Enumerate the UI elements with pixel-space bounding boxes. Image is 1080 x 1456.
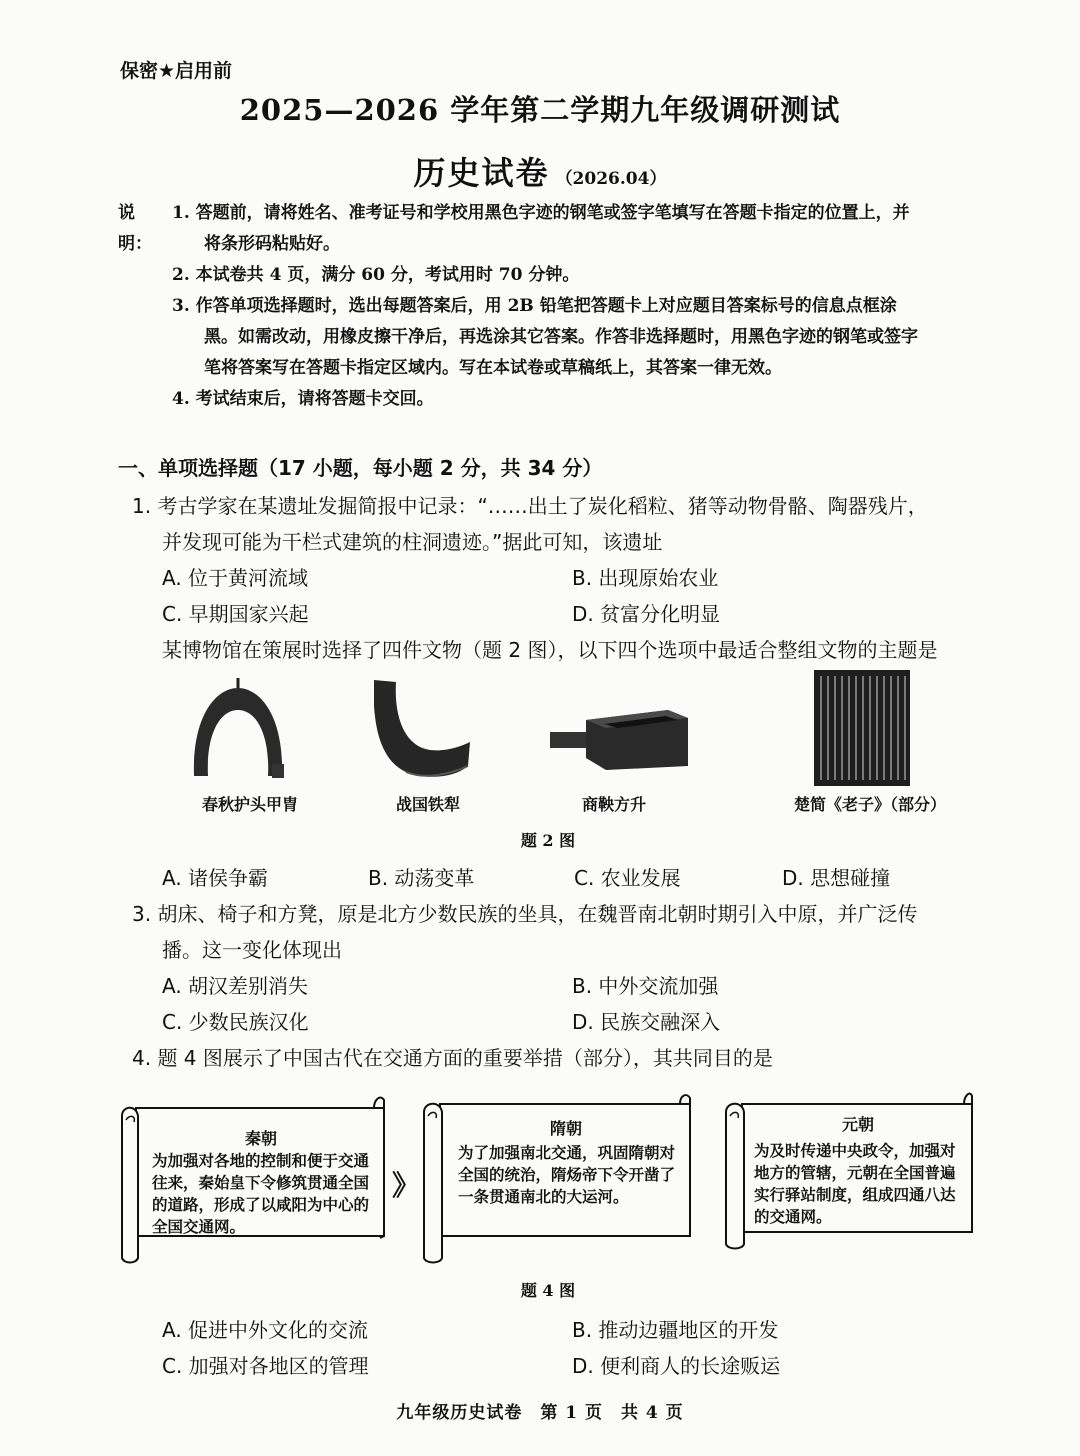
question-4-option-b: B. 推动边疆地区的开发 [572, 1318, 779, 1342]
confidential-mark: 保密★启用前 [120, 60, 233, 82]
artifact-caption: 春秋护头甲胄 [201, 795, 298, 814]
scroll-text: 为加强对各地的控制和便于交通往来，秦始皇下令修筑贯通全国的道路，形成了以咸阳为中心的全国交通网。 [152, 1151, 370, 1236]
instruction-line: 3. 作答单项选择题时，选出每题答案后，用 2B 铅笔把答题卡上对应题目答案标号的信息点框涂 [172, 296, 897, 316]
question-1-option-d: D. 贫富分化明显 [572, 602, 721, 626]
helmet-artifact-image [188, 676, 312, 786]
scroll-title: 秦朝 [244, 1129, 277, 1148]
scroll-qin [118, 1086, 390, 1266]
question-4-option-d: D. 便利商人的长途贩运 [572, 1354, 781, 1378]
instruction-line: 1. 答题前，请将姓名、准考证号和学校用黑色字迹的钢笔或签字笔填写在答题卡指定的位置上，并 [172, 203, 910, 223]
question-2-stem: 某博物馆在策展时选择了四件文物（题 2 图），以下四个选项中最适合整组文物的主题是 [162, 638, 938, 662]
exam-date: （2026.04） [555, 169, 667, 189]
question-3-option-c: C. 少数民族汉化 [162, 1010, 309, 1034]
instruction-line: 将条形码粘贴好。 [204, 234, 340, 254]
scroll-title: 元朝 [841, 1115, 874, 1134]
question-1-stem-cont: 并发现可能为干栏式建筑的柱洞遗迹。”据此可知，该遗址 [162, 530, 663, 554]
instruction-line: 笔将答案写在答题卡指定区域内。写在本试卷或草稿纸上，其答案一律无效。 [204, 358, 782, 378]
question-4-option-a: A. 促进中外文化的交流 [162, 1318, 369, 1342]
section-heading: 一、单项选择题（17 小题，每小题 2 分，共 34 分） [118, 456, 603, 480]
question-1-option-c: C. 早期国家兴起 [162, 602, 309, 626]
question-2-option-b: B. 动荡变革 [368, 866, 475, 890]
artifact-caption: 楚简《老子》（部分） [793, 795, 946, 814]
question-3-option-a: A. 胡汉差别消失 [162, 974, 309, 998]
question-3-stem-cont: 播。这一变化体现出 [162, 938, 342, 962]
instruction-line: 2. 本试卷共 4 页，满分 60 分，考试用时 70 分钟。 [172, 265, 580, 285]
arrow-icon: 》 [392, 1169, 421, 1202]
instruction-line: 黑。如需改动，用橡皮擦干净后，再选涂其它答案。作答非选择题时，用黑色字迹的钢笔或签字 [204, 327, 918, 347]
page-footer: 九年级历史试卷 第 1 页 共 4 页 [396, 1403, 684, 1423]
figure-2-label: 题 2 图 [520, 831, 576, 850]
question-2-option-c: C. 农业发展 [574, 866, 681, 890]
question-2-option-a: A. 诸侯争霸 [162, 866, 269, 890]
bamboo-slips-artifact-image [814, 670, 910, 786]
scroll-text: 为及时传递中央政令，加强对地方的管辖，元朝在全国普遍实行驿站制度，组成四通八达的交通网。 [754, 1141, 956, 1226]
question-2-option-d: D. 思想碰撞 [782, 866, 891, 890]
subject-name: 历史试卷 [413, 154, 550, 192]
artifact-caption: 商鞅方升 [581, 795, 646, 814]
exam-title: 2025—2026 学年第二学期九年级调研测试 [239, 93, 841, 127]
scroll-text: 为了加强南北交通，巩固隋朝对全国的统治，隋炀帝下令开凿了一条贯通南北的大运河。 [458, 1143, 676, 1206]
question-4-option-c: C. 加强对各地区的管理 [162, 1354, 369, 1378]
question-3-stem: 3. 胡床、椅子和方凳，原是北方少数民族的坐具，在魏晋南北朝时期引入中原，并广泛传 [132, 902, 918, 926]
scroll-sui [418, 1086, 692, 1266]
question-3-option-b: B. 中外交流加强 [572, 974, 719, 998]
question-1-stem: 1. 考古学家在某遗址发掘简报中记录：“……出土了炭化稻粒、猪等动物骨骼、陶器残片， [132, 494, 928, 518]
scroll-yuan [720, 1086, 974, 1252]
question-3-option-d: D. 民族交融深入 [572, 1010, 721, 1034]
instruction-line: 4. 考试结束后，请将答题卡交回。 [172, 389, 434, 409]
shang-yang-measure-artifact-image [548, 706, 692, 772]
scroll-title: 隋朝 [549, 1119, 582, 1138]
iron-plough-artifact-image [366, 676, 476, 786]
question-1-option-a: A. 位于黄河流域 [162, 566, 309, 590]
question-4-stem: 4. 题 4 图展示了中国古代在交通方面的重要举措（部分），其共同目的是 [132, 1046, 773, 1070]
artifact-caption: 战国铁犁 [395, 795, 460, 814]
question-1-option-b: B. 出现原始农业 [572, 566, 719, 590]
instructions-label: 说明： [118, 203, 152, 254]
figure-4-label: 题 4 图 [520, 1281, 576, 1300]
subject-title [0, 148, 1080, 194]
